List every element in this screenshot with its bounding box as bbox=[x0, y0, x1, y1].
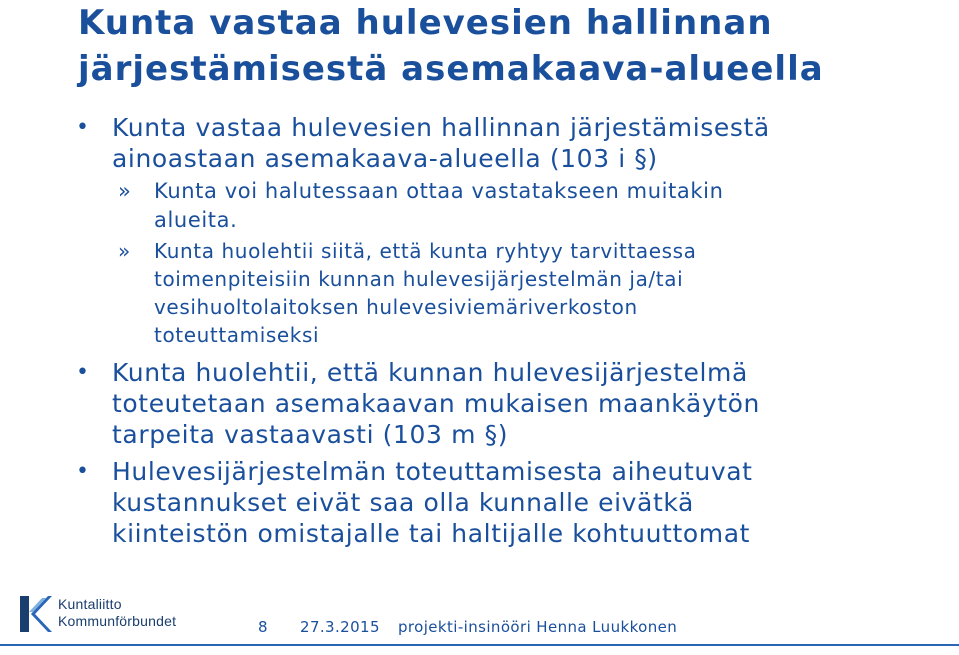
sub-sub-bullet-icon: » bbox=[118, 239, 131, 263]
bullet-line: Kunta vastaa hulevesien hallinnan järjestämisestä bbox=[112, 113, 770, 142]
logo-text-line-1: Kuntaliitto bbox=[58, 596, 122, 612]
bullet-dot-icon: • bbox=[76, 360, 90, 385]
bullet-line: Kunta huolehtii, että kunnan hulevesijärjestelmä bbox=[112, 358, 748, 387]
slide-footer bbox=[0, 590, 959, 655]
logo-text-line-2: Kommunförbundet bbox=[58, 613, 177, 629]
sub-sub-bullet-line: vesihuoltolaitoksen hulevesiviemäriverkoston bbox=[154, 295, 638, 319]
bullet-line: Hulevesijärjestelmän toteuttamisesta aiheutuvat bbox=[112, 457, 753, 486]
kuntaliitto-logo-icon bbox=[18, 594, 52, 634]
page-number: 8 bbox=[258, 618, 268, 636]
sub-bullet-icon: » bbox=[118, 179, 132, 203]
footer-author: projekti-insinööri Henna Luukkonen bbox=[398, 618, 678, 636]
sub-sub-bullet-item bbox=[70, 237, 940, 349]
bullet-line: toteutetaan asemakaavan mukaisen maankäytön bbox=[112, 389, 760, 418]
title-line-1: Kunta vastaa hulevesien hallinnan bbox=[78, 3, 773, 43]
slide-content bbox=[70, 112, 940, 549]
sub-sub-bullet-line: toimenpiteisiin kunnan hulevesijärjestelmän ja/tai bbox=[154, 267, 684, 291]
slide-title bbox=[78, 0, 948, 92]
bullet-item bbox=[70, 456, 940, 549]
title-line-2: järjestämisestä asemakaava-alueella bbox=[78, 49, 824, 89]
bullet-dot-icon: • bbox=[76, 115, 90, 140]
bullet-line: kiinteistön omistajalle tai haltijalle kohtuuttomat bbox=[112, 519, 751, 548]
sub-sub-bullet-line: Kunta huolehtii siitä, että kunta ryhtyy tarvittaessa bbox=[154, 239, 697, 263]
footer-divider bbox=[0, 644, 959, 646]
sub-bullet-line: alueita. bbox=[154, 208, 238, 232]
sub-bullet-item bbox=[70, 177, 940, 235]
organization-logo bbox=[18, 590, 218, 640]
sub-sub-bullet-line: toteuttamiseksi bbox=[154, 323, 320, 347]
sub-bullet-line: Kunta voi halutessaan ottaa vastatakseen muitakin bbox=[154, 179, 724, 203]
bullet-line: kustannukset eivät saa olla kunnalle eivätkä bbox=[112, 488, 694, 517]
bullet-item bbox=[70, 112, 940, 174]
bullet-line: tarpeita vastaavasti (103 m §) bbox=[112, 420, 509, 449]
footer-date: 27.3.2015 bbox=[300, 618, 380, 636]
bullet-line: ainoastaan asemakaava-alueella (103 i §) bbox=[112, 144, 658, 173]
bullet-item bbox=[70, 357, 940, 450]
bullet-dot-icon: • bbox=[76, 459, 90, 484]
